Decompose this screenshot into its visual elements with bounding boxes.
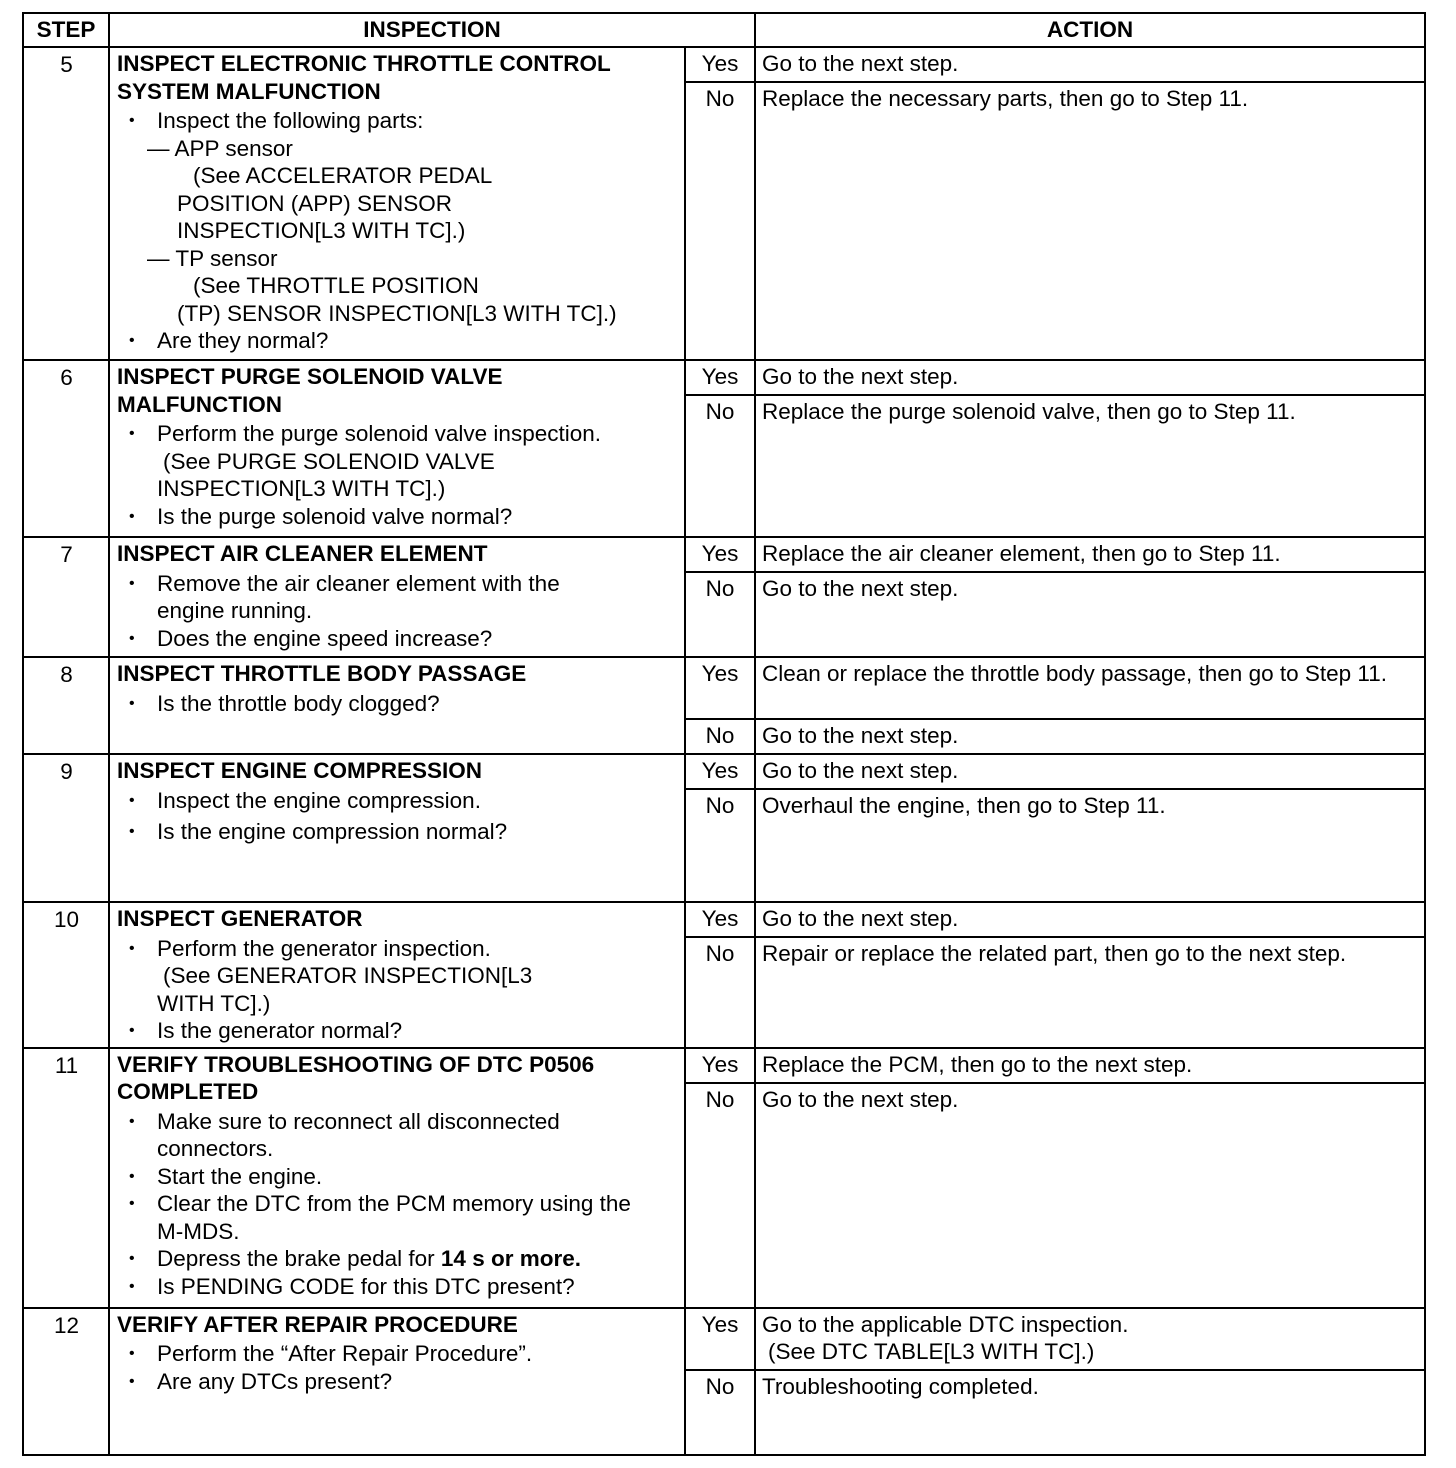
yes-label: Yes <box>685 360 755 395</box>
inspection-bullet <box>117 1245 678 1273</box>
inspection-title <box>117 50 678 105</box>
bullet-text: Depress the brake pedal for <box>157 1246 441 1271</box>
inspection-bullet: • Make sure to reconnect all disconnected connectors. <box>117 1108 678 1163</box>
inspection-list <box>117 420 678 530</box>
yes-action: Go to the next step. <box>755 902 1425 937</box>
inspection-bullet <box>117 420 678 503</box>
yes-action: Replace the PCM, then go to the next step. <box>755 1048 1425 1083</box>
inspection-bullet: • Are any DTCs present? <box>117 1368 678 1396</box>
inspection-list <box>117 690 678 718</box>
inspection-cell <box>109 537 685 657</box>
no-label: No <box>685 1083 755 1308</box>
yes-label: Yes <box>685 754 755 789</box>
inspection-cell <box>109 1048 685 1308</box>
step-number: 12 <box>23 1308 109 1455</box>
inspection-bullet <box>117 107 678 327</box>
no-action: Troubleshooting completed. <box>755 1370 1425 1455</box>
inspection-bullet: • Remove the air cleaner element with the engine running. <box>117 570 678 625</box>
troubleshooting-document <box>22 12 1424 1456</box>
yes-label: Yes <box>685 537 755 572</box>
inspection-bullet: • Perform the “After Repair Procedure”. <box>117 1340 678 1368</box>
no-action: Go to the next step. <box>755 719 1425 754</box>
inspection-title-line: MALFUNCTION <box>117 391 282 417</box>
inspection-list <box>117 935 678 1045</box>
bullet-text: • Perform the generator inspection. <box>157 935 491 961</box>
inspection-list <box>117 1108 678 1301</box>
inspection-bullet: • Inspect the engine compression. <box>117 787 678 815</box>
no-label: No <box>685 789 755 902</box>
inspection-title <box>117 363 678 418</box>
step-number: 11 <box>23 1048 109 1308</box>
inspection-title <box>117 1051 678 1106</box>
bullet-text: • Inspect the following parts: <box>157 108 424 133</box>
yes-action: Clean or replace the throttle body passage, then go to Step 11. <box>755 657 1425 719</box>
table-row <box>23 1048 1425 1083</box>
table-row <box>23 360 1425 395</box>
table-row <box>23 754 1425 789</box>
no-label: No <box>685 572 755 657</box>
inspection-cell <box>109 902 685 1048</box>
sub-item-label: — TP sensor <box>147 245 278 271</box>
inspection-bullet: • Is the throttle body clogged? <box>117 690 678 718</box>
no-label: No <box>685 82 755 360</box>
inspection-title-line: COMPLETED <box>117 1079 259 1104</box>
yes-action-cell <box>755 1308 1425 1370</box>
inspection-bullet: • Are they normal? <box>117 327 678 355</box>
inspection-title: VERIFY AFTER REPAIR PROCEDURE <box>117 1311 518 1337</box>
header-action: ACTION <box>755 13 1425 47</box>
inspection-cell <box>109 360 685 537</box>
yes-action: Replace the air cleaner element, then go to Step 11. <box>755 537 1425 572</box>
inspection-title: INSPECT AIR CLEANER ELEMENT <box>117 541 488 566</box>
inspection-title-line: SYSTEM MALFUNCTION <box>117 78 381 104</box>
see-reference: POSITION (APP) SENSOR <box>177 190 453 216</box>
step-number: 6 <box>23 360 109 537</box>
inspection-bullet: • Is the engine compression normal? <box>117 818 678 846</box>
table-row <box>23 1308 1425 1370</box>
inspection-bullet: • Is PENDING CODE for this DTC present? <box>117 1273 678 1301</box>
yes-action: Go to the applicable DTC inspection. <box>762 1311 1129 1337</box>
yes-label: Yes <box>685 1308 755 1370</box>
inspection-cell <box>109 657 685 754</box>
see-reference: (TP) SENSOR INSPECTION[L3 WITH TC].) <box>177 300 617 326</box>
inspection-bullet: • Is the purge solenoid valve normal? <box>117 503 678 531</box>
table-row <box>23 47 1425 82</box>
yes-label: Yes <box>685 47 755 82</box>
inspection-list <box>117 787 678 846</box>
inspection-list <box>117 107 678 355</box>
inspection-bullet: • Start the engine. <box>117 1163 678 1191</box>
no-action: Overhaul the engine, then go to Step 11. <box>755 789 1425 902</box>
no-label: No <box>685 937 755 1047</box>
bullet-emphasis: 14 s or more. <box>440 1246 581 1271</box>
inspection-list <box>117 570 678 653</box>
sub-item-label: — APP sensor <box>147 135 293 161</box>
inspection-bullet: • Does the engine speed increase? <box>117 625 678 653</box>
table-row <box>23 537 1425 572</box>
header-step: STEP <box>23 13 109 47</box>
step-number: 8 <box>23 657 109 754</box>
yes-label: Yes <box>685 657 755 719</box>
inspection-title-line: INSPECT ELECTRONIC THROTTLE CONTROL <box>117 51 611 76</box>
see-reference: (See PURGE SOLENOID VALVE <box>163 448 495 474</box>
step-number: 7 <box>23 537 109 657</box>
inspection-title: INSPECT GENERATOR <box>117 906 363 931</box>
inspection-title-line: VERIFY TROUBLESHOOTING OF DTC P0506 <box>117 1051 595 1077</box>
no-action: Go to the next step. <box>755 572 1425 657</box>
step-number: 5 <box>23 47 109 360</box>
no-action: Replace the purge solenoid valve, then go to Step 11. <box>755 395 1425 537</box>
see-reference: (See THROTTLE POSITION <box>193 273 479 298</box>
bullet-text: • Perform the purge solenoid valve inspection. <box>157 421 602 446</box>
inspection-bullet: • Is the generator normal? <box>117 1017 678 1045</box>
inspection-cell <box>109 47 685 360</box>
see-reference: WITH TC].) <box>157 990 271 1016</box>
see-reference: (See ACCELERATOR PEDAL <box>193 163 493 188</box>
no-action: Repair or replace the related part, then go to the next step. <box>755 937 1425 1047</box>
step-number: 9 <box>23 754 109 902</box>
yes-action: Go to the next step. <box>755 47 1425 82</box>
yes-label: Yes <box>685 902 755 937</box>
no-label: No <box>685 395 755 537</box>
inspection-list <box>117 1340 678 1395</box>
inspection-title-line: INSPECT PURGE SOLENOID VALVE <box>117 364 503 389</box>
inspection-bullet: • Clear the DTC from the PCM memory using the M-MDS. <box>117 1190 678 1245</box>
see-reference: INSPECTION[L3 WITH TC].) <box>157 476 446 501</box>
inspection-title: INSPECT THROTTLE BODY PASSAGE <box>117 661 527 686</box>
see-reference: (See GENERATOR INSPECTION[L3 <box>163 963 533 988</box>
header-inspection: INSPECTION <box>109 13 755 47</box>
table-row <box>23 902 1425 937</box>
no-action: Go to the next step. <box>755 1083 1425 1308</box>
yes-action: Go to the next step. <box>755 754 1425 789</box>
see-reference: (See DTC TABLE[L3 WITH TC].) <box>768 1339 1095 1364</box>
inspection-bullet <box>117 935 678 1018</box>
table-row <box>23 657 1425 719</box>
no-action: Replace the necessary parts, then go to Step 11. <box>755 82 1425 360</box>
see-reference: INSPECTION[L3 WITH TC].) <box>177 218 466 243</box>
inspection-cell <box>109 754 685 902</box>
header-row <box>23 13 1425 47</box>
inspection-cell <box>109 1308 685 1455</box>
inspection-title: INSPECT ENGINE COMPRESSION <box>117 758 483 783</box>
yes-label: Yes <box>685 1048 755 1083</box>
step-number: 10 <box>23 902 109 1048</box>
yes-action: Go to the next step. <box>755 360 1425 395</box>
no-label: No <box>685 1370 755 1455</box>
troubleshooting-table <box>22 12 1426 1456</box>
no-label: No <box>685 719 755 754</box>
